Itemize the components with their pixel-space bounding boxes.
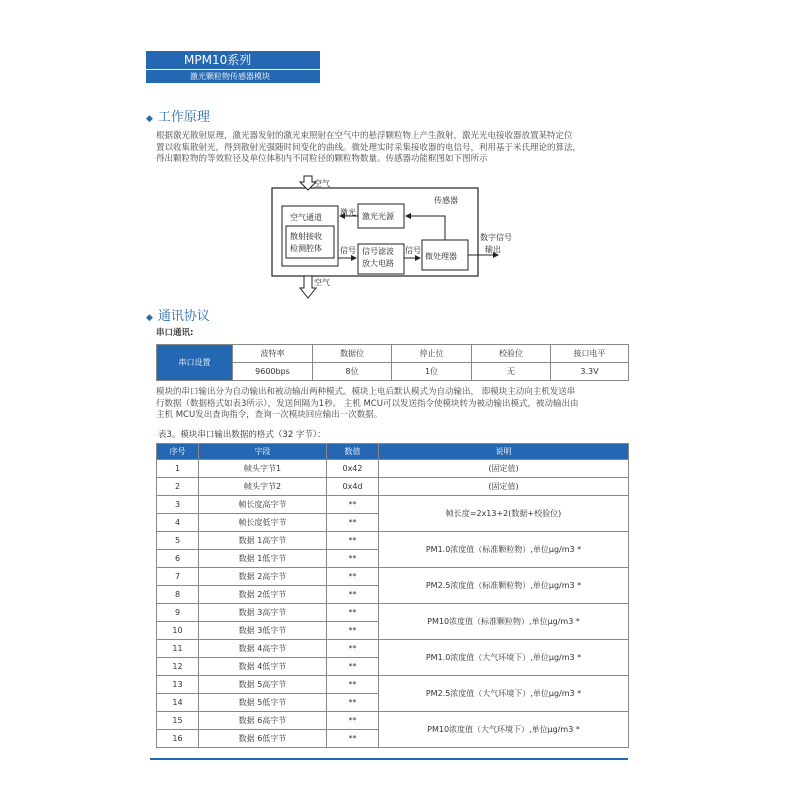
row-field: 数据 3低字节: [199, 622, 327, 640]
row-description: PM2.5浓度值（大气环境下）,单位μg/m3 *: [379, 676, 629, 712]
table-row: [157, 676, 629, 694]
table-row: [157, 460, 629, 478]
serial-header: 停止位: [392, 345, 472, 363]
air-in-label: 空气: [314, 179, 330, 188]
laser-label: 激光: [340, 208, 356, 217]
serial-value: 3.3V: [551, 363, 629, 381]
air-channel-label: 空气通道: [290, 213, 322, 222]
table-row: [157, 712, 629, 730]
row-description: PM10浓度值（标准颗粒物）,单位μg/m3 *: [379, 604, 629, 640]
row-description: (固定值): [379, 460, 629, 478]
row-number: 1: [157, 460, 199, 478]
serial-row-label: 串口设置: [157, 345, 233, 381]
row-number: 3: [157, 496, 199, 514]
row-description: PM2.5浓度值（标准颗粒物）,单位μg/m3 *: [379, 568, 629, 604]
row-description: PM1.0浓度值（大气环境下）,单位μg/m3 *: [379, 640, 629, 676]
table-row: [157, 478, 629, 496]
diamond-bullet-icon: ◆: [146, 114, 153, 124]
row-value: 0x4d: [327, 478, 379, 496]
row-number: 16: [157, 730, 199, 748]
row-number: 5: [157, 532, 199, 550]
row-value: **: [327, 676, 379, 694]
row-description: 帧长度=2x13+2(数据+校验位): [379, 496, 629, 532]
row-field: 数据 1低字节: [199, 550, 327, 568]
row-field: 帧长度高字节: [199, 496, 327, 514]
table-row: [157, 604, 629, 622]
row-number: 6: [157, 550, 199, 568]
row-value: **: [327, 532, 379, 550]
serial-value: 无: [472, 363, 551, 381]
serial-value: 1位: [392, 363, 472, 381]
table-header: 说明: [379, 444, 629, 460]
row-value: **: [327, 604, 379, 622]
table-row: [157, 532, 629, 550]
chamber-label-2: 检测腔体: [290, 244, 322, 253]
table-row: [157, 568, 629, 586]
row-number: 10: [157, 622, 199, 640]
air-out-label: 空气: [314, 278, 330, 287]
section-heading-principle: [146, 106, 210, 125]
laser-source-label: 激光光源: [362, 212, 394, 221]
filter-label-2: 放大电路: [362, 259, 394, 268]
row-value: **: [327, 730, 379, 748]
data-format-table: [156, 443, 629, 748]
protocol-paragraph: [156, 387, 578, 422]
row-field: 数据 2低字节: [199, 586, 327, 604]
mcu-label: 微处理器: [425, 252, 457, 261]
row-description: PM10浓度值（大气环境下）,单位μg/m3 *: [379, 712, 629, 748]
table-row: [157, 496, 629, 514]
table-header: 序号: [157, 444, 199, 460]
row-value: **: [327, 640, 379, 658]
row-field: 帧长度低字节: [199, 514, 327, 532]
row-field: 数据 4高字节: [199, 640, 327, 658]
section-heading-protocol: [146, 305, 210, 324]
output-label-2: 输出: [485, 245, 501, 254]
paragraph-line: 主机 MCU发出查询指令，查询一次模块回应输出一次数据。: [156, 410, 383, 420]
output-label-1: 数字信号: [480, 233, 512, 242]
section-title: 通讯协议: [157, 309, 210, 324]
serial-value: 9600bps: [233, 363, 313, 381]
serial-header: 数据位: [313, 345, 392, 363]
row-number: 2: [157, 478, 199, 496]
serial-header: 接口电平: [551, 345, 629, 363]
doc-subtitle: 激光颗粒物传感器模块: [146, 69, 320, 83]
row-field: 数据 5低字节: [199, 694, 327, 712]
signal-label-2: 信号: [405, 246, 421, 255]
row-value: **: [327, 568, 379, 586]
table-row: [157, 640, 629, 658]
row-description: PM1.0浓度值（标准颗粒物）,单位μg/m3 *: [379, 532, 629, 568]
paragraph-line: 根据激光散射原理，激光器发射的激光束照射在空气中的悬浮颗粒物上产生散射，激光光电接收器放置某特定位: [156, 131, 573, 141]
diamond-bullet-icon: ◆: [146, 313, 153, 323]
row-number: 8: [157, 586, 199, 604]
paragraph-line: 模块的串口输出分为自动输出和被动输出两种模式。模块上电后默认模式为自动输出， 即模块主动向主机发送串: [156, 387, 576, 397]
serial-title: 串口通讯:: [156, 328, 194, 338]
row-number: 4: [157, 514, 199, 532]
signal-label-1: 信号: [340, 246, 356, 255]
row-value: **: [327, 712, 379, 730]
row-field: 数据 5高字节: [199, 676, 327, 694]
row-field: 数据 4低字节: [199, 658, 327, 676]
row-value: **: [327, 622, 379, 640]
row-number: 12: [157, 658, 199, 676]
row-field: 数据 6高字节: [199, 712, 327, 730]
row-description: (固定值): [379, 478, 629, 496]
row-value: **: [327, 586, 379, 604]
row-number: 9: [157, 604, 199, 622]
doc-title: MPM10系列: [146, 51, 320, 69]
row-number: 7: [157, 568, 199, 586]
row-field: 帧头字节2: [199, 478, 327, 496]
paragraph-line: 得出颗粒物的等效粒径及单位体积内不同粒径的颗粒物数量。传感器功能框图如下图所示: [156, 154, 488, 164]
row-value: 0x42: [327, 460, 379, 478]
table-caption: 表3。模块串口输出数据的格式（32 字节）：: [158, 430, 326, 440]
chamber-label-1: 散射接收: [290, 232, 322, 241]
sensor-label: 传感器: [434, 196, 458, 205]
row-field: 帧头字节1: [199, 460, 327, 478]
footer-divider: [150, 758, 628, 760]
row-value: **: [327, 514, 379, 532]
row-number: 14: [157, 694, 199, 712]
row-value: **: [327, 550, 379, 568]
row-value: **: [327, 496, 379, 514]
serial-header: 校验位: [472, 345, 551, 363]
row-field: 数据 3高字节: [199, 604, 327, 622]
row-field: 数据 1高字节: [199, 532, 327, 550]
table-header: 数值: [327, 444, 379, 460]
row-number: 11: [157, 640, 199, 658]
serial-settings-table: [156, 344, 629, 381]
row-number: 15: [157, 712, 199, 730]
serial-value: 8位: [313, 363, 392, 381]
paragraph-line: 置以收集散射光，得到散射光强随时间变化的曲线。微处理实时采集接收器的电信号，利用基于米氏理论的算法，: [156, 142, 582, 153]
serial-header: 波特率: [233, 345, 313, 363]
section-title: 工作原理: [157, 110, 210, 125]
principle-paragraph: [156, 131, 581, 166]
row-field: 数据 2高字节: [199, 568, 327, 586]
row-field: 数据 6低字节: [199, 730, 327, 748]
table-header: 字段: [199, 444, 327, 460]
row-number: 13: [157, 676, 199, 694]
row-value: **: [327, 658, 379, 676]
paragraph-line: 行数据（数据格式如表3所示），发送间隔为1秒。 主机 MCU可以发送指令使模块转为被动输出模式，被动输出由: [156, 398, 579, 409]
row-value: **: [327, 694, 379, 712]
filter-label-1: 信号滤波: [362, 247, 394, 256]
